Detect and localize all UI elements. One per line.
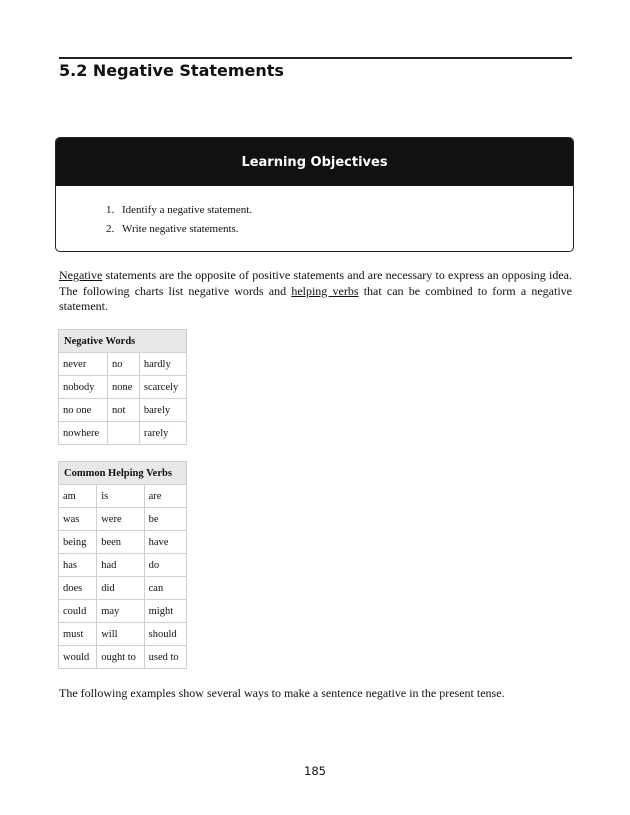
table-cell: have	[144, 531, 186, 554]
table-cell: ought to	[97, 646, 144, 669]
table-cell: am	[59, 485, 97, 508]
objective-item	[106, 220, 252, 239]
closing-paragraph: The following examples show several ways to make a sentence negative in the present tense.	[59, 686, 505, 700]
table-cell: should	[144, 623, 186, 646]
table-cell: had	[97, 554, 144, 577]
table-row	[59, 554, 187, 577]
table-cell: scarcely	[139, 376, 186, 399]
table-row	[59, 646, 187, 669]
table-cell: used to	[144, 646, 186, 669]
table-cell: were	[97, 508, 144, 531]
table-row	[59, 600, 187, 623]
section-title: 5.2 Negative Statements	[59, 61, 284, 80]
table-cell: hardly	[139, 353, 186, 376]
table-row	[59, 376, 187, 399]
table-cell: can	[144, 577, 186, 600]
table-cell: no	[107, 353, 139, 376]
intro-text-b: that can be combined to form a negative statement.	[59, 283, 572, 313]
objectives-list	[106, 201, 252, 239]
table-cell: be	[144, 508, 186, 531]
table-cell: do	[144, 554, 186, 577]
helping-verbs-link[interactable]: helping verbs	[291, 283, 359, 298]
table-cell: none	[107, 376, 139, 399]
table-row	[59, 508, 187, 531]
table-cell: no one	[59, 399, 108, 422]
table-cell: are	[144, 485, 186, 508]
table-cell: rarely	[139, 422, 186, 445]
table-cell: not	[107, 399, 139, 422]
table-cell: could	[59, 600, 97, 623]
table-header: Negative Words	[59, 330, 187, 353]
learning-objectives-box	[55, 137, 574, 252]
objective-number: 1.	[106, 204, 115, 216]
table-row	[59, 422, 187, 445]
table-cell: will	[97, 623, 144, 646]
objective-text: Identify a negative statement.	[122, 204, 253, 216]
objective-number: 2.	[106, 223, 115, 235]
table-cell: was	[59, 508, 97, 531]
negative-link[interactable]: Negative	[59, 268, 103, 282]
table-row	[59, 531, 187, 554]
intro-text-a: statements are the opposite of positive statements and are necessary to express an opposing idea. The following charts list negative words and	[59, 268, 572, 298]
table-cell: does	[59, 577, 97, 600]
header-rule	[59, 57, 572, 59]
table-row	[59, 353, 187, 376]
objective-text: Write negative statements.	[122, 223, 239, 235]
helping-verbs-table	[58, 461, 187, 669]
intro-paragraph	[59, 268, 572, 315]
table-row	[59, 485, 187, 508]
table-cell: would	[59, 646, 97, 669]
table-row	[59, 577, 187, 600]
table-cell: been	[97, 531, 144, 554]
table-cell: may	[97, 600, 144, 623]
table-cell: might	[144, 600, 186, 623]
table-cell: barely	[139, 399, 186, 422]
learning-objectives-heading: Learning Objectives	[56, 138, 573, 186]
table-cell: is	[97, 485, 144, 508]
page-number: 185	[304, 764, 326, 778]
table-cell	[107, 422, 139, 445]
table-row	[59, 623, 187, 646]
table-cell: has	[59, 554, 97, 577]
table-cell: did	[97, 577, 144, 600]
table-row	[59, 399, 187, 422]
table-header: Common Helping Verbs	[59, 462, 187, 485]
table-cell: must	[59, 623, 97, 646]
negative-words-table	[58, 329, 187, 445]
table-cell: nobody	[59, 376, 108, 399]
table-cell: being	[59, 531, 97, 554]
table-cell: never	[59, 353, 108, 376]
objective-item	[106, 201, 252, 220]
table-cell: nowhere	[59, 422, 108, 445]
